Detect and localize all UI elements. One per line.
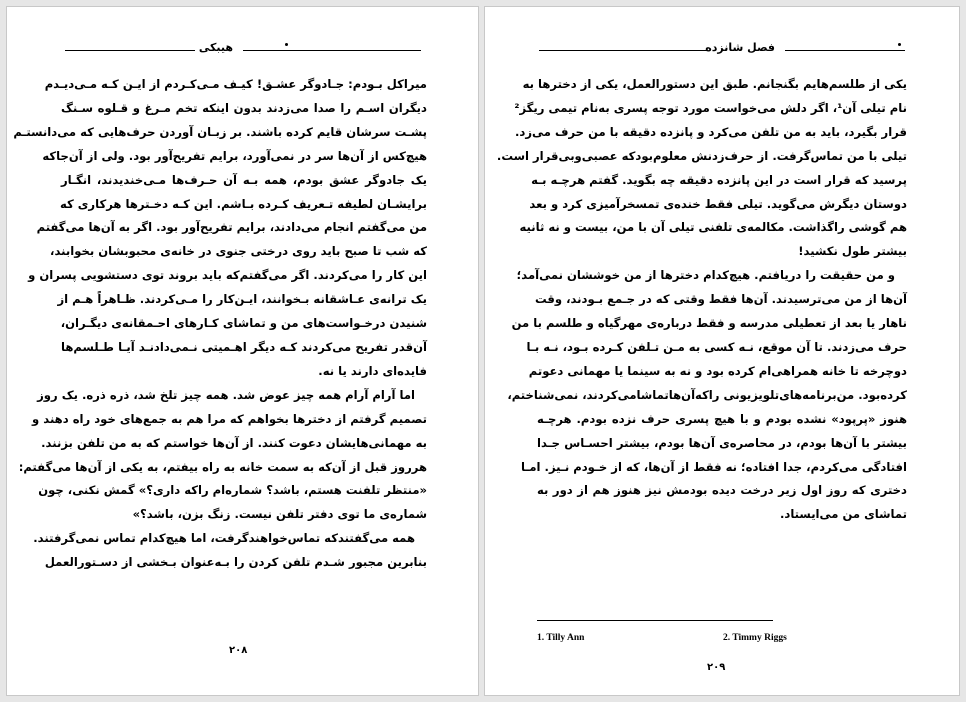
left-page-number: ۲۰۸ xyxy=(229,645,248,656)
text-line: «منتظر تلفنت هستم، باشد؟ شماره‌ام راکه داری؟» گمش نکنی، چون xyxy=(38,483,427,498)
text-line: این کار را می‌کردند. اگر می‌گفتم‌که باید بروند توی دستشویی پسران و xyxy=(28,268,427,283)
text-line: شماره‌ی ما توی دفتر تلفن نیست. زنگ بزن، باشد؟» xyxy=(132,507,427,522)
left-body-text xyxy=(13,73,427,575)
text-line: تیلی با من تماس‌گرفت. از حرف‌زدنش معلوم‌بودکه عصبی‌وبی‌قرار است. xyxy=(496,148,907,163)
left-page xyxy=(6,6,479,696)
text-line: قرار بگیرد، باید به من تلفن می‌کرد و پانزده دقیقه با من حرف می‌زد. xyxy=(515,124,907,139)
left-paragraph-1 xyxy=(13,73,427,384)
footnote-1: 1. Tilly Ann xyxy=(537,633,585,643)
footnotes xyxy=(537,633,907,647)
text-line: پشـت سرشان قایم کرده باشند. بر زبـان آوردن حرف‌هایی که می‌دانستـم xyxy=(13,124,427,139)
right-paragraph-1 xyxy=(496,73,907,264)
right-running-head-title: فصل شانزده xyxy=(705,41,775,54)
text-line: اما آرام آرام همه چیز عوض شد. همه چیز تلخ شد، ذره ذره. یک روز xyxy=(37,387,415,402)
text-line: یکی از طلسم‌هایم بگنجانم. طبق این دستورالعمل، یکی از دخترها به xyxy=(522,77,907,91)
text-line: کرده‌بود. من‌برنامه‌های‌تلویزیونی راکه‌آن‌هاتماشامی‌کردند، نمی‌شناختم، xyxy=(507,387,907,402)
text-line: بنابرین مجبور شـدم تلفن کردن را بـه‌عنوان بـخشی از دسـتورالعمل xyxy=(44,555,427,570)
text-line: من می‌گفتم انجام می‌دادند، برایم تفریح‌آور بود. اگر به آن‌ها می‌گفتم xyxy=(36,220,427,235)
text-line: آن‌ها از من می‌ترسیدند. آن‌ها فقط وقتی که در جـمع بـودند، وقت xyxy=(534,292,907,307)
text-line: یک جادوگر عشق بودم، همه بـه آن حـرف‌ها مـی‌خندیدند، انگـار xyxy=(61,172,427,187)
text-line: هیچ‌کس از آن‌ها سر در نمی‌آورد، برایم تفریح‌آور بود. ولی از آن‌جاکه xyxy=(42,148,427,163)
text-line: دوستان دیگرش می‌گوید. تیلی فقط خنده‌ی تمسخرآمیزی کرد و بعد xyxy=(529,196,907,211)
text-line: تماشای من می‌ایستاد. xyxy=(779,507,907,522)
text-line: همه می‌گفتندکه تماس‌خواهندگرفت، اما هیچ‌کدام تماس نمی‌گرفتند. xyxy=(33,531,415,546)
text-line: برایشـان لطیفه تـعریف کـرده بـاشم. این کـه دخـترها هرکاری که xyxy=(59,196,427,211)
text-line: افتادگی می‌کردم، جدا افتاده؛ نه فقط از آن‌ها، که از خـودم نـیز. امـا xyxy=(521,459,907,474)
left-head-rule-left xyxy=(65,50,195,51)
text-line: حرف می‌زدند. تا آن موقع، نـه کسی به مـن تـلفن کـرده بـود، نـه بـا xyxy=(526,339,907,354)
text-line: آن‌قدر تفریح می‌کردند کـه دیگر اهـمیتی نـمی‌دادنـد آیـا طـلسم‌ها xyxy=(61,339,427,354)
text-line: دوچرخه تا خانه همراهی‌ام کرده بود و نه به سینما یا مهمانی دعوتم xyxy=(528,363,907,378)
right-page-number: ۲۰۹ xyxy=(707,662,726,673)
text-line: که شب تا صبح باید روی درختی جنوی در خانه‌ی محبوبشان بخوابند، xyxy=(50,244,427,259)
left-head-rule-right xyxy=(243,50,421,51)
footnote-rule xyxy=(537,620,773,621)
right-page xyxy=(484,6,960,696)
text-line: دختری که روز اول زیر درخت دیده بودمش نیز هنوز هم از دور به xyxy=(537,483,907,498)
text-line: بیشتر با آن‌ها بودم، در محاصره‌ی آن‌ها بودم، بیشتر احسـاس جـدا xyxy=(537,435,907,450)
text-line: یک ترانه‌ی عـاشقانه بـخوانند، ایـن‌کار را مـی‌کردند. ظـاهراً هـم از xyxy=(57,292,427,307)
text-line: میراکل بـودم: جـادوگر عشـق! کیـف مـی‌کـردم از ایـن کـه مـی‌دیـدم xyxy=(44,77,427,91)
right-running-head xyxy=(539,41,905,57)
text-line: هنوز «پرپود» نشده بودم و با هیچ پسری حرف نزده بودم. هرچـه xyxy=(537,411,907,426)
left-running-head xyxy=(65,41,421,57)
text-line: دیگران اسـم را صدا می‌زدند بدون اینکه تخم مـرغ و قـلوه سـنگ xyxy=(61,100,427,115)
right-head-rule-right xyxy=(785,50,905,51)
left-paragraph-2 xyxy=(18,384,427,575)
text-line: بیشتر طول نکشید! xyxy=(798,244,907,259)
text-line: ناهار یا بعد از تعطیلی مدرسه و فقط درباره‌ی مهرگیاه و طلسم با من xyxy=(511,316,907,331)
text-line: هم گوشی راگذاشت. مکالمه‌ی تلفنی تیلی آن با من، بیست و نه ثانیه xyxy=(519,220,907,235)
right-head-rule-left xyxy=(539,50,707,51)
text-line: تصمیم گرفتم از دخترها بخواهم که مرا هم به جمع‌های خود راه دهند و xyxy=(32,411,427,426)
text-line: فایده‌ای دارند یا نه. xyxy=(318,363,427,378)
right-head-dot xyxy=(898,43,901,46)
text-line: شنیدن درخـواست‌های من و تماشای کـارهای احـمقانه‌ی دیگـران، xyxy=(60,316,427,331)
right-paragraph-2 xyxy=(507,264,907,527)
footnote-2: 2. Timmy Riggs xyxy=(723,633,787,643)
text-line: و من حقیقت را دریافتم. هیچ‌کدام دخترها از من خوششان نمی‌آمد؛ xyxy=(516,268,895,283)
text-line: به مهمانی‌هایشان دعوت کنند. از آن‌ها خواستم که به من تلفن بزنند. xyxy=(41,435,427,450)
text-line: پرسید که قرار است در این پانزده دقیقه چه بگوید. گفتم هرچـه بـه xyxy=(531,172,907,187)
left-head-dot xyxy=(285,43,288,46)
right-body-text xyxy=(496,73,907,527)
text-line: هرروز قبل از آن‌که به سمت خانه به راه بیفتم، به یکی از آن‌ها می‌گفتم: xyxy=(18,459,427,474)
left-running-head-title: هیبکی xyxy=(198,41,233,54)
text-line: نام تیلی آن¹، اگر دلش می‌خواست مورد توجه پسری به‌نام تیمی ریگز² xyxy=(514,100,907,115)
